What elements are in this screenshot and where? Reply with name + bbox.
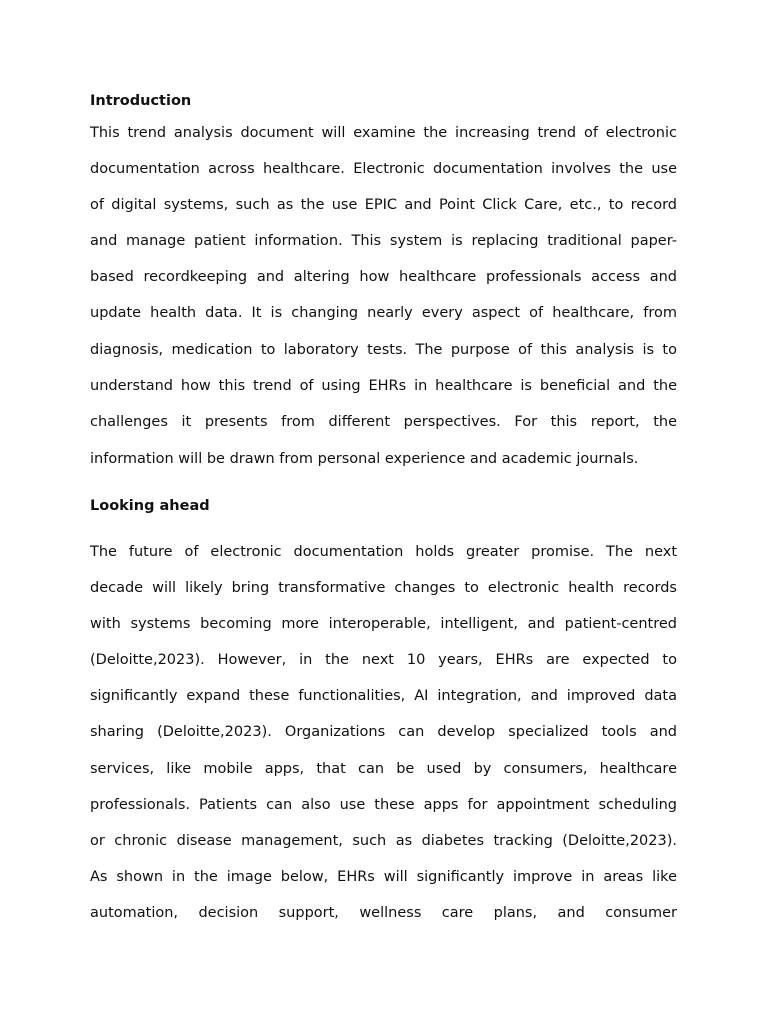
- paragraph-line: The future of electronic documentation holds greater promise. The next: [90, 544, 677, 560]
- paragraph-line: automation, decision support, wellness care plans, and consumer: [90, 905, 677, 921]
- paragraph-line: update health data. It is changing nearly every aspect of healthcare, from: [90, 305, 677, 321]
- paragraph-line: understand how this trend of using EHRs in healthcare is beneficial and the: [90, 378, 677, 394]
- paragraph-line: challenges it presents from different perspectives. For this report, the: [90, 414, 677, 430]
- paragraph-line: significantly expand these functionalities, AI integration, and improved data: [90, 688, 677, 704]
- paragraph-line: decade will likely bring transformative changes to electronic health records: [90, 580, 677, 596]
- paragraph-line: information will be drawn from personal experience and academic journals.: [90, 451, 639, 467]
- paragraph-line: This trend analysis document will examine the increasing trend of electronic: [90, 125, 677, 141]
- paragraph-line: (Deloitte,2023). However, in the next 10 years, EHRs are expected to: [90, 652, 677, 668]
- paragraph-line: or chronic disease management, such as diabetes tracking (Deloitte,2023).: [90, 833, 677, 849]
- introduction-heading: Introduction: [90, 93, 192, 109]
- paragraph-line: professionals. Patients can also use these apps for appointment scheduling: [90, 797, 677, 813]
- paragraph-line: As shown in the image below, EHRs will significantly improve in areas like: [90, 869, 677, 885]
- looking-ahead-heading: Looking ahead: [90, 498, 210, 514]
- paragraph-line: of digital systems, such as the use EPIC and Point Click Care, etc., to record: [90, 197, 677, 213]
- paragraph-line: diagnosis, medication to laboratory tests. The purpose of this analysis is to: [90, 342, 677, 358]
- paragraph-line: based recordkeeping and altering how healthcare professionals access and: [90, 269, 677, 285]
- paragraph-line: with systems becoming more interoperable, intelligent, and patient-centred: [90, 616, 677, 632]
- paragraph-line: and manage patient information. This system is replacing traditional paper-: [90, 233, 677, 249]
- paragraph-line: services, like mobile apps, that can be used by consumers, healthcare: [90, 761, 677, 777]
- paragraph-line: sharing (Deloitte,2023). Organizations can develop specialized tools and: [90, 724, 677, 740]
- paragraph-line: documentation across healthcare. Electronic documentation involves the use: [90, 161, 677, 177]
